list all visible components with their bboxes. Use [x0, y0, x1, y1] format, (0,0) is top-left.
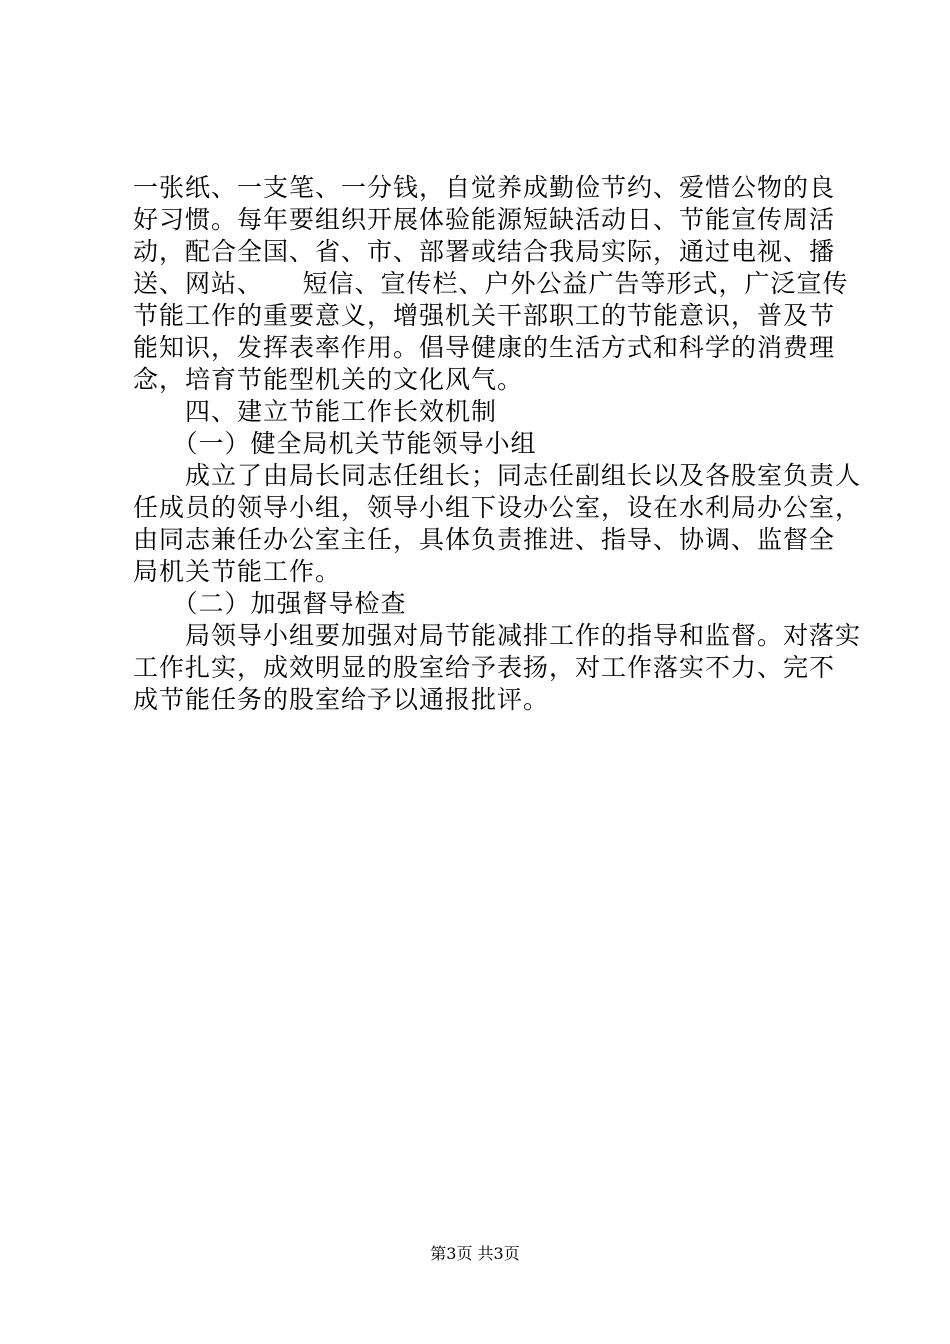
text-line: 送、网站、 短信、宣传栏、户外公益广告等形式，广泛宣传 — [133, 269, 849, 298]
text-line: 任成员的领导小组，领导小组下设办公室，设在水利局办公室， — [133, 493, 862, 522]
text-line: 局机关节能工作。 — [133, 557, 342, 586]
text-line: 好习惯。每年要组织开展体验能源短缺活动日、节能宣传周活 — [133, 205, 836, 234]
subsection-heading: （一）健全局机关节能领导小组 — [133, 429, 537, 458]
text-line: 一张纸、一支笔、一分钱，自觉养成勤俭节约、爱惜公物的良 — [133, 173, 836, 202]
text-line: 节能工作的重要意义，增强机关干部职工的节能意识，普及节 — [133, 301, 836, 330]
text-line: 能知识，发挥表率作用。倡导健康的生活方式和科学的消费理 — [133, 333, 836, 362]
text-line: 由同志兼任办公室主任，具体负责推进、指导、协调、监督全 — [133, 525, 836, 554]
text-line: 成节能任务的股室给予以通报批评。 — [133, 685, 550, 714]
document-body — [133, 172, 862, 716]
subsection-heading: （二）加强督导检查 — [133, 589, 407, 618]
text-line: 动，配合全国、省、市、部署或结合我局实际，通过电视、播 — [133, 237, 836, 266]
page-footer — [0, 1244, 950, 1264]
text-line: 局领导小组要加强对局节能减排工作的指导和监督。对落实 — [133, 621, 862, 650]
text-line: 念，培育节能型机关的文化风气。 — [133, 365, 524, 394]
section-heading: 四、建立节能工作长效机制 — [133, 397, 498, 426]
page-number: 第3页 共3页 — [430, 1244, 520, 1263]
text-line: 成立了由局长同志任组长；同志任副组长以及各股室负责人 — [133, 461, 862, 490]
text-line: 工作扎实，成效明显的股室给予表扬，对工作落实不力、完不 — [133, 653, 836, 682]
